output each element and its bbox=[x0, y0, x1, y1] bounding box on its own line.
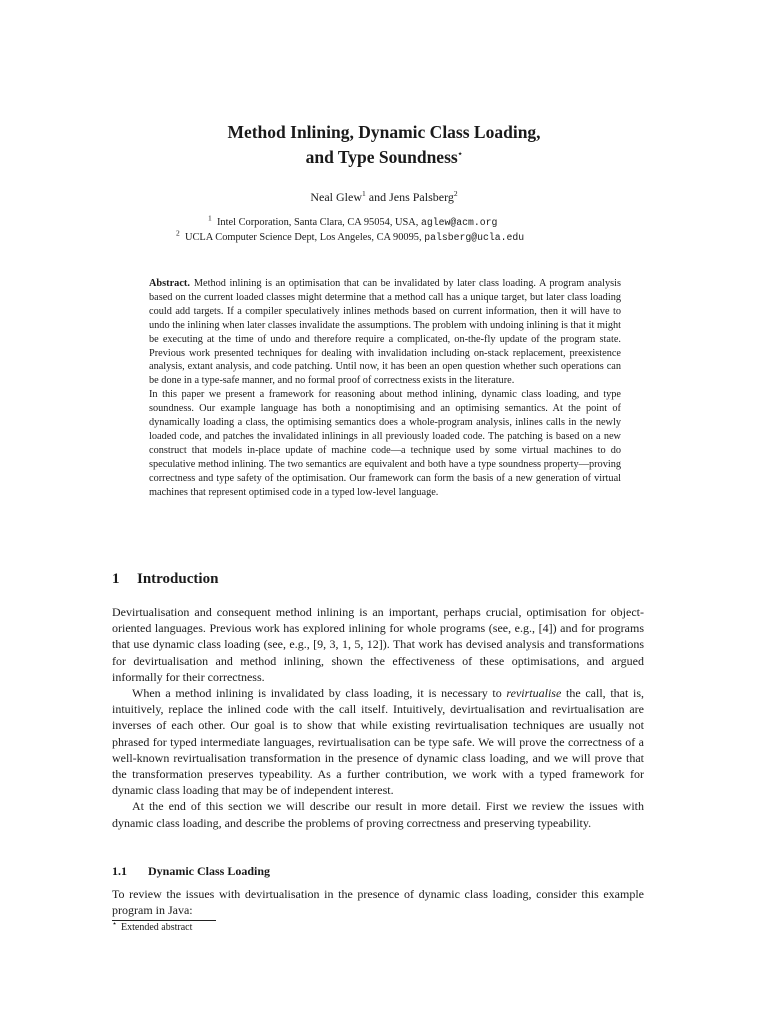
footnote bbox=[112, 918, 193, 933]
author-name: Jens Palsberg bbox=[389, 190, 454, 204]
section-heading-introduction bbox=[112, 571, 218, 588]
body-paragraph: Devirtualisation and consequent method inlining is an important, perhaps crucial, optimisation for object-oriented languages. Previous work has explored inlining for whole programs (see, e.g., [4]) and for programs that use dynamic class loading (see, e.g., [9, 3, 1, 5, 12]). That work has devised analysis and transformations for devirtualisation and method inlining, shown the effectiveness of these optimisations, and argued informally for their correctness. bbox=[112, 605, 644, 684]
abstract-paragraph: In this paper we present a framework for reasoning about method inlining, dynamic class loading, and type soundness. Our example language has both a nonoptimising and an optimising semantics. At the point of dynamically loading a class, the optimising semantics does a whole-program analysis, inlines calls in the newly loaded code, and patches the invalidated inlinings in all previously loaded code. The patching is based on a new construct that models in-place update of machine code—a technique used by some virtual machines to do speculative method inlining. The two semantics are equivalent and both have a type soundness property—proving correctness and type safety of the optimisation. Our framework can form the basis of a new generation of virtual machines that represent optimised code in a typed low-level language. bbox=[149, 389, 621, 498]
author-list bbox=[0, 190, 768, 205]
affiliation-text: Intel Corporation, Santa Clara, CA 95054, USA, bbox=[216, 217, 421, 228]
body-paragraph: To review the issues with devirtualisation in the presence of dynamic class loading, consider this example program in Java: bbox=[112, 887, 644, 918]
author-affil-mark: 2 bbox=[453, 189, 458, 198]
subsection-heading-dynamic-class-loading bbox=[112, 864, 270, 879]
body-paragraph: At the end of this section we will describe our result in more detail. First we review the issues with dynamic class loading, and describe the problems of proving correctness and preserving typeability. bbox=[112, 799, 644, 830]
author-connector: and bbox=[365, 190, 390, 204]
subsection-number: 1.1 bbox=[112, 864, 127, 878]
abstract bbox=[149, 277, 621, 500]
affiliation-number: 2 bbox=[176, 228, 180, 238]
emphasis-term: revirtualise bbox=[506, 686, 562, 701]
body-paragraph: When a method inlining is invalidated by class loading, it is necessary to revirtualise the call, that is, intuitively, replace the inlined code with the call itself. Intuitively, devirtualisation and revirtualisation are inverses of each other. Our goal is to show that while existing revirtualisation techniques are usually not phrased for typed intermediate languages, revirtualisation can be type safe. We will prove the correctness of a well-known revirtualisation transformation in the presence of dynamic class loading, and we will prove that the transformation preserves typeability. As a further contribution, we work with a typed framework for dynamic class loading that may be of independent interest. bbox=[112, 686, 645, 798]
title-footnote-mark: ⋆ bbox=[457, 149, 463, 159]
affiliation-text: UCLA Computer Science Dept, Los Angeles, CA 90095, bbox=[184, 232, 425, 243]
footnote-text: Extended abstract bbox=[121, 922, 193, 933]
affiliation-number: 1 bbox=[208, 213, 212, 223]
title-line-1: Method Inlining, Dynamic Class Loading, bbox=[227, 122, 541, 142]
affiliation-email[interactable]: palsberg@ucla.edu bbox=[424, 232, 525, 243]
author-affil-mark: 1 bbox=[362, 189, 366, 198]
affiliation-email[interactable]: aglew@acm.org bbox=[421, 217, 498, 228]
abstract-text: Method inlining is an optimisation that can be invalidated by later class loading. A program analysis based on the current loaded classes might determine that a method call has a unique target, but later class loading could add targets. If a compiler speculatively inlines methods based on current information, then it will have to undo the inlining when later classes invalidate the assumptions. The problem with undoing inlining is that it might be executing at the time of undo and therefore require a complicated, on-the-fly update of the program state. Previous work presented techniques for dealing with invalidation including on-stack replacement, preexistence analysis, extant analysis, and code patching. Until now, it has been an open question whether such operations can be done in a type-safe manner, and no formal proof of correctness exists in the literature. bbox=[149, 278, 621, 387]
footnote-rule bbox=[112, 920, 216, 921]
title-line-2: and Type Soundness⋆ bbox=[305, 147, 463, 167]
subsection-body bbox=[112, 886, 644, 918]
footnote-mark: ⋆ bbox=[112, 918, 118, 928]
author-name: Neal Glew bbox=[310, 190, 363, 204]
introduction-body bbox=[112, 604, 644, 831]
section-title: Introduction bbox=[137, 571, 219, 587]
abstract-label: Abstract. bbox=[149, 278, 190, 289]
affiliations bbox=[160, 215, 620, 245]
affiliation bbox=[160, 215, 620, 230]
abstract-paragraph bbox=[149, 277, 621, 388]
paper-title bbox=[0, 120, 768, 170]
affiliation bbox=[160, 230, 620, 245]
section-number: 1 bbox=[112, 571, 120, 587]
subsection-title: Dynamic Class Loading bbox=[148, 864, 271, 878]
